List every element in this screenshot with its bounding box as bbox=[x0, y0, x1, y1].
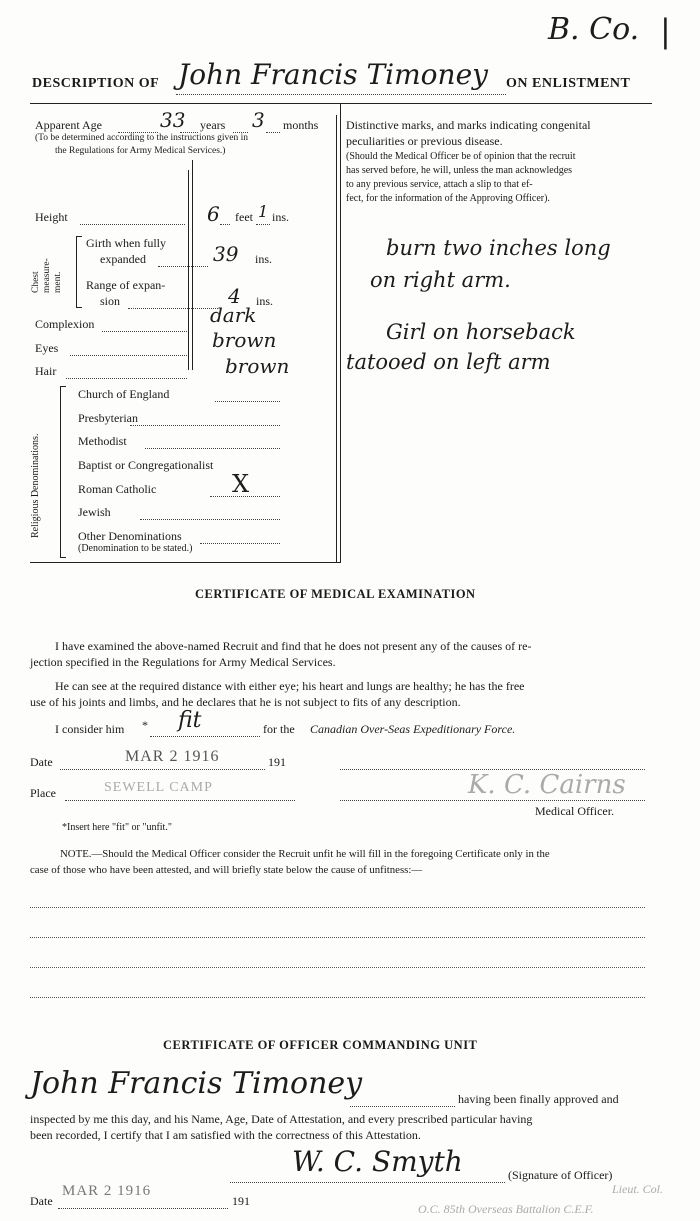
girth-ins: ins. bbox=[255, 252, 273, 266]
date-year: 191 bbox=[268, 755, 286, 769]
consider-pre: I consider him bbox=[55, 722, 125, 736]
commanding-date-year: 191 bbox=[232, 1194, 250, 1208]
range-value: 4 bbox=[228, 284, 241, 308]
commanding-line3: been recorded, I certify that I am satisfied with the correctness of this Attestation. bbox=[30, 1128, 421, 1142]
note-line1: NOTE.—Should the Medical Officer consider the Recruit unfit he will fill in the foregoing Certificate only in the bbox=[60, 848, 550, 860]
header-title-left: DESCRIPTION OF bbox=[32, 76, 160, 91]
marks-note-2: has served before, he will, unless the man acknowledges bbox=[346, 165, 573, 176]
marks-hand-4: tatooed on left arm bbox=[346, 350, 551, 374]
religion-item: Church of England bbox=[78, 387, 170, 401]
unit-stamp: O.C. 85th Overseas Battalion C.E.F. bbox=[418, 1202, 594, 1216]
marks-title-2: peculiarities or previous disease. bbox=[346, 134, 503, 148]
commanding-line2: inspected by me this day, and his Name, Age, Date of Attestation, and every prescribed particular having bbox=[30, 1112, 533, 1126]
ins-label: ins. bbox=[272, 210, 290, 224]
age-note-2: the Regulations for Army Medical Services.) bbox=[55, 146, 226, 156]
commanding-sig-label: (Signature of Officer) bbox=[508, 1168, 613, 1182]
eyes-value: brown bbox=[212, 328, 277, 352]
complexion-label: Complexion bbox=[35, 317, 95, 331]
months-label: months bbox=[283, 118, 319, 132]
header-title-right: ON ENLISTMENT bbox=[506, 76, 631, 91]
marks-title-1: Distinctive marks, and marks indicating congenital bbox=[346, 118, 591, 132]
range-ins: ins. bbox=[256, 294, 274, 308]
commanding-line1: having been finally approved and bbox=[458, 1092, 619, 1106]
years-label: years bbox=[200, 118, 226, 132]
commanding-date-stamp: MAR 2 1916 bbox=[62, 1183, 152, 1199]
religion-item: Presbyterian bbox=[78, 411, 138, 425]
note-line2: case of those who have been attested, and will briefly state below the cause of unfitness:— bbox=[30, 864, 423, 876]
commanding-officer-signature: W. C. Smyth bbox=[292, 1145, 463, 1178]
medical-p2-line1: He can see at the required distance with either eye; his heart and lungs are healthy; he has the free bbox=[55, 679, 525, 693]
corner-note: B. Co. bbox=[548, 12, 640, 47]
hair-value: brown bbox=[225, 354, 290, 378]
date-label: Date bbox=[30, 755, 53, 769]
rank-stamp: Lieut. Col. bbox=[612, 1182, 664, 1196]
girth-label-2: expanded bbox=[100, 252, 146, 266]
feet-label: feet bbox=[235, 210, 253, 224]
corner-mark: | bbox=[660, 12, 671, 50]
girth-value: 39 bbox=[213, 242, 239, 266]
eyes-label: Eyes bbox=[35, 341, 59, 355]
religion-item: Methodist bbox=[78, 434, 127, 448]
medical-title: CERTIFICATE OF MEDICAL EXAMINATION bbox=[195, 587, 476, 601]
girth-label-1: Girth when fully bbox=[86, 236, 166, 250]
marks-note-3: to any previous service, attach a slip to that ef- bbox=[346, 179, 533, 190]
consider-star: * bbox=[142, 718, 148, 732]
marks-hand-1: burn two inches long bbox=[386, 236, 611, 260]
medical-p1-line2: jection specified in the Regulations for Army Medical Services. bbox=[30, 655, 336, 669]
religion-item: Other Denominations bbox=[78, 529, 182, 543]
consider-post-1: for the bbox=[263, 722, 295, 736]
age-months: 3 bbox=[252, 108, 265, 132]
age-label: Apparent Age bbox=[35, 118, 102, 132]
age-note-1: (To be determined according to the instructions given in bbox=[35, 133, 249, 143]
religion-item: Baptist or Congregationalist bbox=[78, 458, 214, 472]
hair-label: Hair bbox=[35, 364, 57, 378]
height-label: Height bbox=[35, 210, 68, 224]
date-stamp: MAR 2 1916 bbox=[125, 748, 220, 765]
religion-side-label: Religious Denominations. bbox=[30, 433, 41, 538]
religion-item: Roman Catholic bbox=[78, 482, 157, 496]
range-label-2: sion bbox=[100, 294, 121, 308]
medical-officer-title: Medical Officer. bbox=[535, 804, 615, 818]
medical-p1-line1: I have examined the above-named Recruit and find that he does not present any of the causes of re- bbox=[55, 639, 532, 653]
other-note: (Denomination to be stated.) bbox=[78, 543, 193, 554]
insert-note: *Insert here "fit" or "unfit." bbox=[62, 822, 172, 833]
religion-item: Jewish bbox=[78, 505, 111, 519]
place-stamp: SEWELL CAMP bbox=[104, 780, 213, 795]
consider-post-2: Canadian Over-Seas Expeditionary Force. bbox=[310, 722, 516, 736]
chest-label: Chest measure- ment. bbox=[31, 258, 63, 293]
medical-p2-line2: use of his joints and limbs, and he declares that he is not subject to fits of any description. bbox=[30, 695, 461, 709]
marks-note-1: (Should the Medical Officer be of opinion that the recruit bbox=[346, 151, 576, 162]
marks-hand-3: Girl on horseback bbox=[386, 320, 576, 344]
height-feet: 6 bbox=[207, 202, 220, 226]
marks-hand-2: on right arm. bbox=[370, 268, 511, 292]
height-inches: 1 bbox=[258, 202, 269, 221]
complexion-value: dark bbox=[210, 303, 257, 327]
age-years: 33 bbox=[160, 108, 186, 132]
column-divider bbox=[336, 115, 337, 563]
consider-value: fit bbox=[178, 708, 202, 733]
commanding-date-label: Date bbox=[30, 1194, 53, 1208]
medical-officer-signature: K. C. Cairns bbox=[468, 770, 626, 800]
commanding-signature-name: John Francis Timoney bbox=[30, 1066, 363, 1101]
commanding-title: CERTIFICATE OF OFFICER COMMANDING UNIT bbox=[163, 1038, 478, 1052]
recruit-name: John Francis Timoney bbox=[178, 58, 488, 91]
religion-mark: X bbox=[232, 470, 250, 498]
marks-note-4: fect, for the information of the Approving Officer). bbox=[346, 193, 550, 204]
place-label: Place bbox=[30, 786, 56, 800]
range-label-1: Range of expan- bbox=[86, 278, 166, 292]
